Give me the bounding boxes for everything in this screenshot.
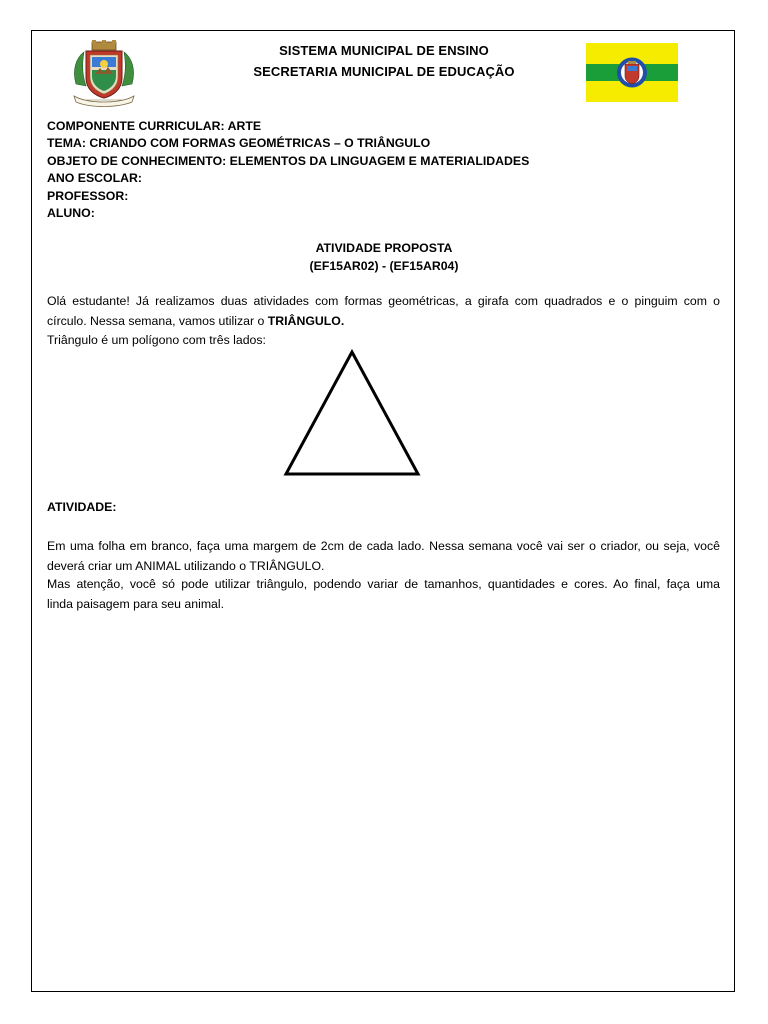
activity-p1-line-1: Em uma folha em branco, faça uma margem de 2cm de cada lado. Nessa semana você vai ser o criador, ou seja, você — [47, 539, 720, 553]
intro-line-2-bold: TRIÂNGULO. — [267, 313, 345, 328]
activity-p2-line-1: Mas atenção, você só pode utilizar triângulo, podendo variar de tamanhos, quantidades e cores. Ao final, faça uma — [47, 577, 720, 591]
activity-paragraph-1 — [47, 537, 720, 576]
tema: TEMA: CRIANDO COM FORMAS GEOMÉTRICAS – O TRIÂNGULO — [47, 136, 431, 151]
intro-line-2-text: círculo. Nessa semana, vamos utilizar o — [47, 313, 268, 328]
activity-paragraph-2 — [47, 575, 720, 614]
ano-escolar: ANO ESCOLAR: — [47, 171, 142, 186]
header-line-2: SECRETARIA MUNICIPAL DE EDUCAÇÃO — [253, 64, 515, 79]
objeto-de-conhecimento: OBJETO DE CONHECIMENTO: ELEMENTOS DA LINGUAGEM E MATERIALIDADES — [47, 153, 530, 168]
intro-line-2 — [47, 312, 720, 332]
activity-label: ATIVIDADE: — [47, 500, 117, 514]
componente-curricular: COMPONENTE CURRICULAR: ARTE — [47, 119, 262, 133]
triangle-figure — [280, 346, 425, 480]
activity-p1-line-2: deverá criar um ANIMAL utilizando o TRIÂNGULO. — [47, 558, 325, 573]
intro-line-1: Olá estudante! Já realizamos duas atividades com formas geométricas, a girafa com quadrados e o pinguim com o — [47, 294, 720, 308]
header-line-1: SISTEMA MUNICIPAL DE ENSINO — [279, 43, 489, 58]
metadata-block — [47, 118, 727, 222]
activity-p2-line-2: linda paisagem para seu animal. — [47, 596, 225, 611]
activity-codes: (EF15AR02) - (EF15AR04) — [309, 259, 459, 273]
intro-paragraph — [47, 292, 720, 351]
activity-title: ATIVIDADE PROPOSTA — [315, 241, 453, 255]
professor: PROFESSOR: — [47, 188, 129, 203]
intro-line-3: Triângulo é um polígono com três lados: — [47, 333, 266, 347]
aluno: ALUNO: — [47, 206, 95, 221]
